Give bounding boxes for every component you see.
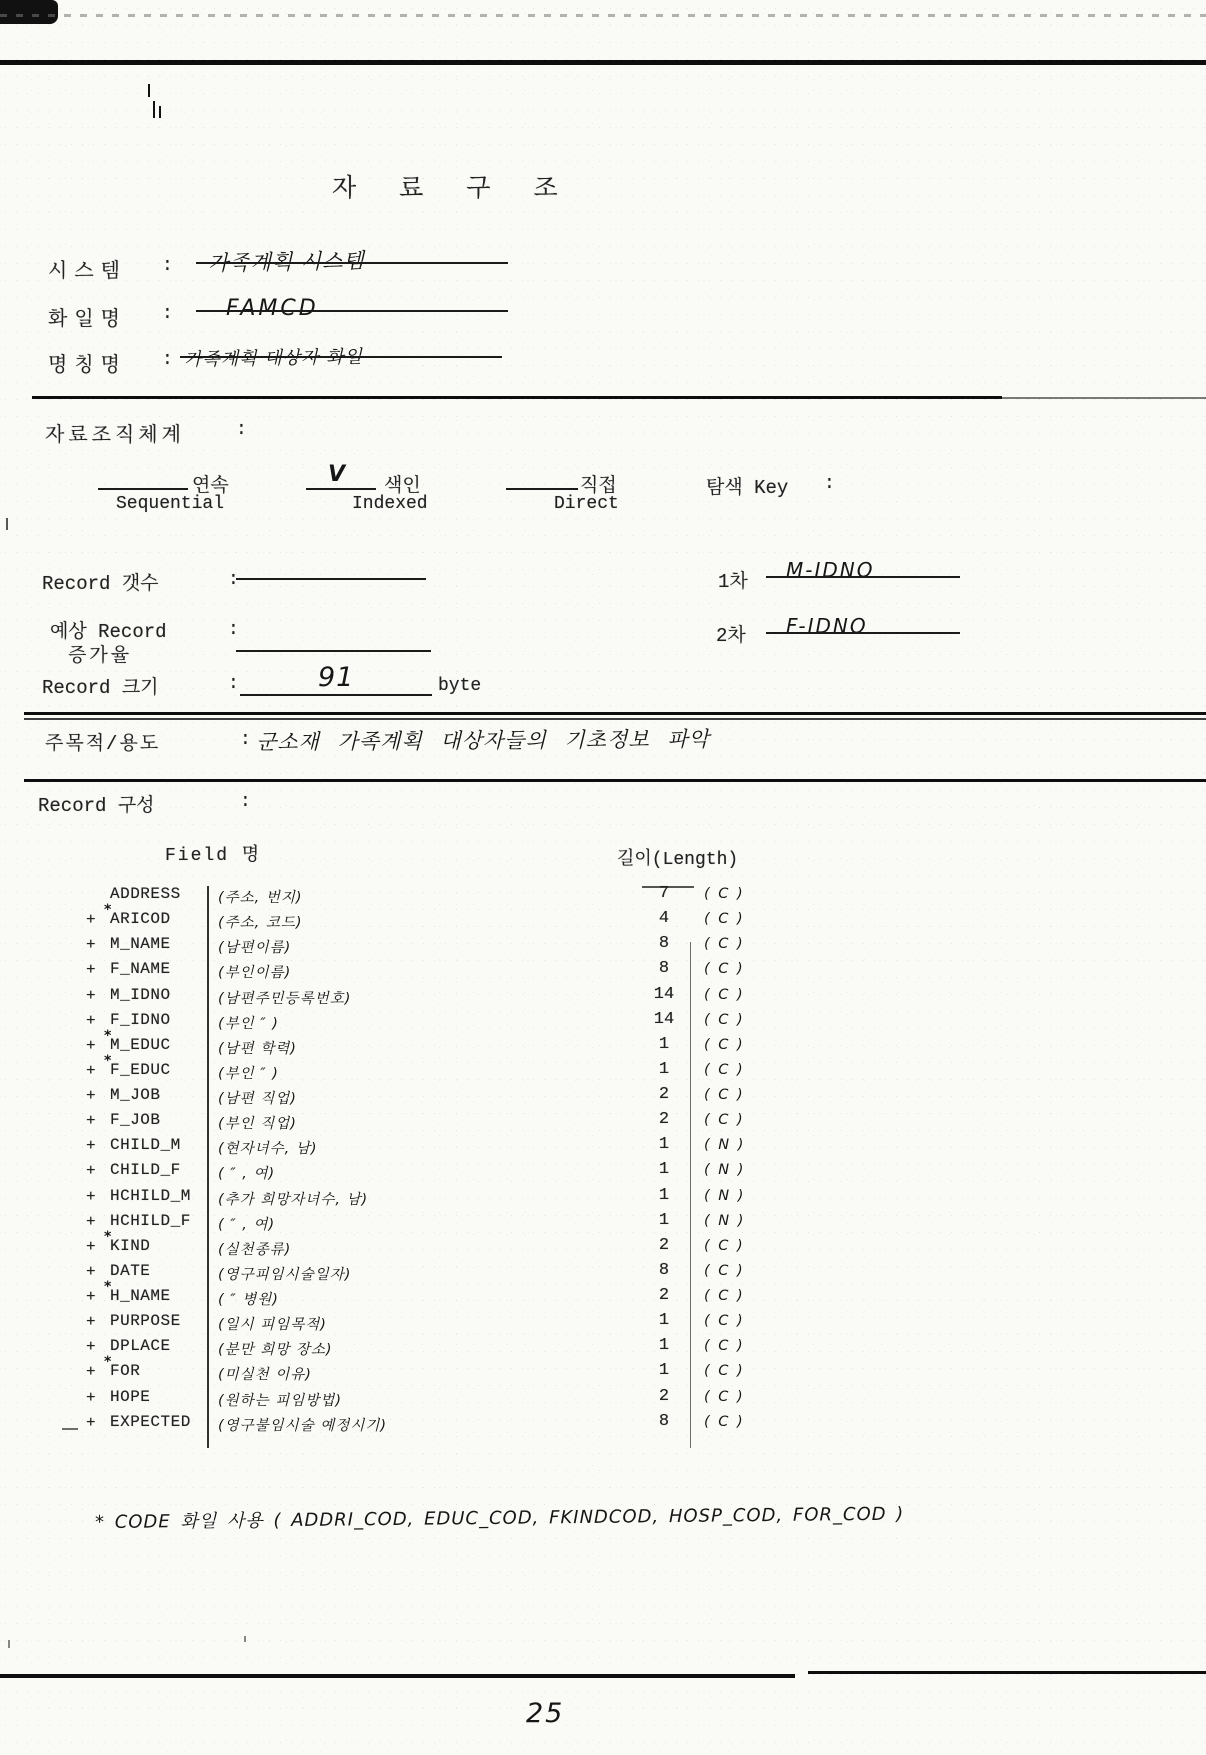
sequential-blank [98, 488, 188, 490]
field-plus-mark: + [86, 1212, 96, 1231]
field-name: KIND [110, 1236, 151, 1255]
top-border-line [0, 60, 1206, 65]
field-type: ( C ) [704, 1413, 745, 1430]
field-row [62, 1228, 1142, 1261]
field-row [62, 1085, 1142, 1110]
field-description: (남편주민등록번호) [218, 990, 352, 1007]
field-type: ( N ) [704, 1187, 746, 1204]
indexed-english: Indexed [352, 494, 428, 514]
field-type: ( C ) [704, 1011, 745, 1028]
field-plus-mark: + [86, 1262, 96, 1281]
field-plus-mark: + [86, 961, 96, 980]
field-row [62, 1412, 1142, 1437]
colon: : [236, 420, 247, 440]
field-name: H_NAME [110, 1287, 171, 1305]
direct-blank [506, 488, 578, 490]
field-plus-mark: + [86, 1237, 96, 1256]
field-code-star: * [104, 1052, 113, 1069]
colon: : [240, 792, 251, 812]
filename-underline [196, 310, 508, 312]
field-plus-mark: + [86, 1313, 96, 1332]
record-size-value: 91 [318, 662, 355, 693]
record-count-label: Record 갯수 [42, 573, 159, 595]
field-type: ( N ) [704, 1162, 746, 1179]
field-row [62, 1354, 1142, 1386]
sequential-english: Sequential [116, 494, 225, 514]
field-row [62, 1387, 1142, 1412]
alias-underline [180, 356, 502, 358]
field-length: 8 [658, 959, 670, 979]
field-description: (원하는 피임방법) [218, 1392, 342, 1409]
field-type: ( C ) [704, 1061, 745, 1078]
field-plus-mark: + [86, 1187, 96, 1206]
direct-korean: 직접 [580, 475, 617, 497]
scan-artifact [0, 14, 1206, 17]
sequential-korean: 연속 [192, 475, 229, 497]
field-plus-mark: + [86, 986, 96, 1005]
field-row [62, 902, 1142, 934]
field-code-star: * [104, 1354, 113, 1371]
field-type: ( N ) [704, 1137, 746, 1154]
field-plus-mark: + [86, 1061, 96, 1080]
field-plus-mark: + [86, 1388, 96, 1407]
field-code-star: * [104, 1027, 113, 1044]
field-name: F_NAME [110, 960, 171, 979]
field-description: ( ″ , 여) [218, 1216, 276, 1233]
colon: : [162, 304, 173, 324]
filename-label: 화일명 [48, 309, 127, 332]
field-type: ( C ) [704, 1112, 745, 1129]
field-plus-mark: + [86, 1036, 96, 1055]
field-description: (현자녀수, 남) [218, 1141, 318, 1158]
section-divider [1002, 397, 1206, 399]
scan-artifact [6, 518, 8, 530]
field-length: 14 [653, 984, 675, 1004]
page-title: 자 료 구 조 [332, 175, 572, 204]
colon: : [162, 350, 173, 370]
field-name: FOR [110, 1362, 141, 1381]
field-row [62, 884, 1142, 909]
record-size-label: Record 크기 [42, 677, 159, 699]
field-length: 2 [658, 1235, 670, 1255]
field-length: 8 [658, 1411, 670, 1431]
field-description: (영구피임시술일자) [218, 1266, 352, 1283]
field-length: 2 [658, 1386, 670, 1406]
field-plus-mark: + [86, 1162, 96, 1181]
field-row [62, 1160, 1142, 1185]
colon: : [228, 674, 239, 694]
field-name: M_EDUC [110, 1035, 171, 1054]
field-type: ( C ) [704, 1036, 745, 1053]
indexed-blank [306, 488, 376, 490]
field-type: ( C ) [704, 911, 745, 928]
scan-artifact [244, 1636, 246, 1642]
record-growth-label1: 예상 Record [50, 621, 167, 643]
field-code-star: * [104, 1228, 113, 1245]
field-length: 1 [658, 1311, 670, 1331]
field-name: M_IDNO [110, 985, 171, 1004]
field-row [62, 1110, 1142, 1135]
record-growth-label2: 증가율 [68, 645, 133, 667]
field-length: 2 [658, 1085, 670, 1104]
scan-artifact [148, 84, 150, 97]
search-key-label: 탐색 Key [706, 477, 789, 499]
field-type: ( C ) [704, 1363, 745, 1380]
scan-artifact [153, 101, 155, 118]
field-description: (남편 직업) [218, 1091, 297, 1107]
field-row [62, 1135, 1142, 1160]
key2-order: 2차 [716, 625, 746, 647]
field-row [62, 985, 1142, 1010]
field-length: 1 [658, 1160, 670, 1180]
system-value: 가족계획 시스템 [207, 248, 365, 276]
field-description: (영구불임시술 예정시기) [218, 1417, 387, 1434]
key1-underline [766, 576, 960, 578]
field-description: (추가 희망자녀수, 남) [218, 1191, 369, 1208]
field-plus-mark: + [86, 1413, 96, 1432]
record-size-unit: byte [438, 676, 482, 696]
field-row [62, 1311, 1142, 1336]
field-code-star: * [104, 1279, 113, 1295]
field-name-header: Field 명 [165, 846, 262, 866]
field-length: 1 [658, 1059, 670, 1079]
field-name: HCHILD_M [110, 1186, 191, 1205]
bottom-border-line [0, 1674, 795, 1678]
indexed-korean: 색인 [384, 475, 421, 497]
field-name: CHILD_F [110, 1161, 181, 1180]
purpose-value: 군소재 가족계획 대상자들의 기초정보 파악 [255, 727, 710, 755]
field-description: (일시 피임목적) [218, 1317, 327, 1334]
code-files-footnote: * CODE 화일 사용 ( ADDRI_COD, EDUC_COD, FKINDCOD, HOSP_COD, FOR_COD ) [94, 1503, 905, 1534]
field-type: ( C ) [704, 986, 745, 1003]
field-type: ( C ) [704, 936, 745, 953]
field-description: (실천종류) [218, 1241, 292, 1258]
field-description: (주소, 번지) [218, 890, 303, 906]
field-code-star: * [104, 902, 113, 919]
field-type: ( C ) [704, 1288, 745, 1304]
field-description: (분만 희망 장소) [218, 1342, 333, 1359]
field-length: 1 [658, 1034, 670, 1054]
field-name: F_JOB [110, 1111, 161, 1130]
field-type: ( N ) [704, 1212, 746, 1229]
scan-artifact [159, 106, 161, 118]
direct-english: Direct [554, 494, 619, 514]
system-label: 시스템 [48, 261, 127, 284]
record-count-underline [236, 578, 426, 580]
field-length: 8 [658, 934, 670, 954]
field-type: ( C ) [704, 961, 745, 978]
field-plus-mark: + [86, 1363, 96, 1382]
field-name: HCHILD_F [110, 1211, 191, 1230]
field-row [62, 1336, 1142, 1361]
field-rows [62, 884, 1142, 1437]
record-size-underline [240, 694, 432, 696]
section-divider [32, 396, 1002, 399]
colon: : [162, 256, 173, 276]
field-name: PURPOSE [110, 1312, 181, 1331]
scan-artifact [0, 0, 58, 24]
field-type: ( C ) [704, 1237, 745, 1254]
colon: : [228, 570, 239, 590]
field-plus-mark: + [86, 1288, 96, 1306]
field-name: HOPE [110, 1387, 151, 1406]
field-type: ( C ) [704, 1313, 745, 1330]
purpose-label: 주목적/용도 [45, 733, 161, 755]
section-divider [24, 712, 1206, 715]
field-length: 8 [658, 1260, 670, 1280]
field-description: (미실천 이유) [218, 1367, 312, 1384]
field-description: (부인이름) [218, 965, 292, 982]
field-description: (부인 직업) [218, 1116, 297, 1133]
field-name: M_NAME [110, 935, 171, 954]
length-header: 길이(Length) [617, 850, 739, 870]
field-name: EXPECTED [110, 1412, 191, 1431]
section-divider [24, 718, 1206, 720]
field-plus-mark: + [86, 911, 96, 930]
field-plus-mark: + [86, 1338, 96, 1357]
field-name: DATE [110, 1261, 151, 1280]
field-row [62, 1279, 1142, 1311]
field-name: CHILD_M [110, 1136, 181, 1155]
field-length: 4 [658, 909, 670, 929]
colon: : [228, 620, 239, 640]
field-name: F_IDNO [110, 1010, 171, 1029]
field-type: ( C ) [704, 1388, 745, 1405]
field-description: (남편이름) [218, 940, 292, 957]
field-description: ( ″ 병원) [218, 1292, 279, 1308]
field-length: 7 [658, 884, 670, 903]
alias-value: 가족계획 대상자 화일 [183, 346, 364, 371]
field-length: 1 [658, 1361, 670, 1381]
field-plus-mark: + [86, 1137, 96, 1156]
field-row [62, 1261, 1142, 1286]
field-length: 14 [653, 1009, 675, 1029]
field-name: DPLACE [110, 1337, 171, 1356]
field-plus-mark: + [86, 1011, 96, 1030]
field-length: 1 [658, 1185, 670, 1205]
indexed-checkmark: V [328, 462, 347, 487]
key2-value: F-IDNO [786, 614, 868, 638]
organization-label: 자료조직체계 [45, 425, 185, 448]
field-row [62, 1186, 1142, 1211]
field-description: (부인 ″ ) [218, 1065, 279, 1082]
field-name: ADDRESS [110, 885, 181, 903]
field-plus-mark: + [86, 1112, 96, 1131]
field-row [62, 934, 1142, 959]
colon: : [240, 730, 251, 750]
page-number: 25 [526, 1698, 565, 1729]
key2-underline [766, 632, 960, 634]
scan-artifact [8, 1640, 10, 1648]
field-length: 1 [658, 1135, 670, 1155]
key1-value: M-IDNO [786, 558, 875, 582]
bottom-border-line [808, 1671, 1206, 1674]
field-row [62, 1010, 1142, 1035]
field-length: 1 [658, 1336, 670, 1356]
field-type: ( C ) [704, 1087, 745, 1103]
record-layout-label: Record 구성 [38, 795, 155, 817]
field-row [62, 1211, 1142, 1236]
field-name: ARICOD [110, 910, 171, 929]
field-row [62, 1027, 1142, 1060]
field-length: 2 [658, 1286, 670, 1305]
key1-order: 1차 [718, 571, 748, 593]
field-type: ( C ) [704, 1262, 745, 1279]
filename-value: FAMCD [226, 296, 319, 321]
field-length: 2 [658, 1110, 670, 1130]
field-plus-mark: + [86, 936, 96, 955]
alias-label: 명칭명 [48, 355, 127, 378]
field-description: (주소, 코드) [218, 915, 303, 932]
field-type: ( C ) [704, 1338, 745, 1355]
field-name: M_JOB [110, 1086, 161, 1104]
system-underline [196, 262, 508, 264]
field-name: F_EDUC [110, 1060, 171, 1079]
field-plus-mark: + [86, 1087, 96, 1105]
field-description: (부인 ″ ) [218, 1015, 279, 1032]
section-divider [24, 779, 1206, 782]
record-growth-underline [236, 650, 431, 652]
field-row [62, 959, 1142, 984]
field-length: 1 [658, 1210, 670, 1230]
field-row [62, 1052, 1142, 1085]
colon: : [824, 474, 835, 494]
field-description: ( ″ , 여) [218, 1166, 276, 1183]
field-type: ( C ) [704, 886, 745, 902]
field-description: (남편 학력) [218, 1040, 297, 1057]
